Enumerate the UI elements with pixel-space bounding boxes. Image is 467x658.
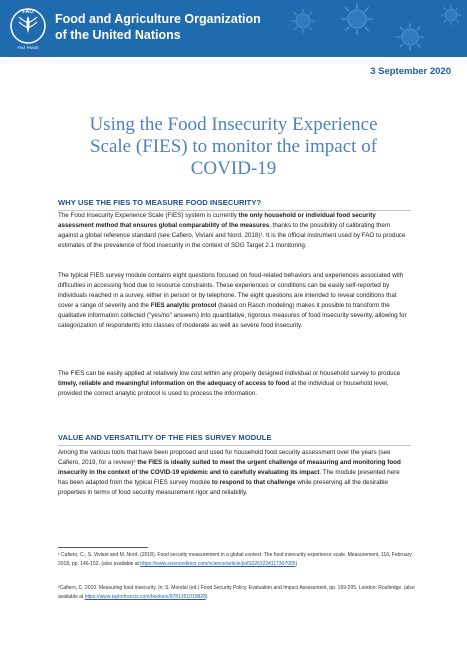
body-text: (based on Rasch modeling) makes it possible to transform the qualitative information collected ("yes/no" answers) into quantitative, rigorous measures of food insecurity severity, allowing for categorization of respondents into classes of moderate as well as severe food insecurity.: [58, 302, 407, 329]
header-banner: [0, 0, 467, 57]
coronavirus-icon: [395, 22, 425, 52]
logo-motto: FIAT PANIS: [17, 45, 39, 50]
title-line-3: COVID-19: [190, 158, 277, 179]
bold-text: the only household or individual food security assessment method that ensures global comparability of the measures: [58, 212, 376, 229]
footnote-1-text: ¹ Cafiero, C., S. Viviani and M. Nord. (2018). Food security measurement in a global context: The food insecurity experience scale. Measurement, 116, February 2018, pp. 146-152. (also available at: [58, 552, 412, 567]
bold-text: timely, reliable and meaningful information on the adequacy of access to food: [58, 380, 290, 387]
footnote-2: [58, 584, 418, 601]
org-line-2: of the United Nations: [55, 28, 181, 42]
logo-text: FAO: [22, 9, 34, 15]
document-title: [40, 114, 427, 180]
footnote-1-link[interactable]: https://www.sciencedirect.com/science/article/pii/S0263224117307005: [140, 560, 296, 567]
footnote-2-end: ): [205, 593, 208, 600]
section-heading-value: VALUE AND VERSATILITY OF THE FIES SURVEY MODULE: [58, 433, 411, 446]
body-text: , thanks to the possibility of calibrating them against a global reference standard (see Cafiero, Viviani and Nord, 2018)¹. It is the official instrument used by FAO to produce estimates of the prevalence of food insecurity in the context of SDG Target 2.1 monitoring.: [58, 222, 406, 249]
body-text: Among the various tools that have been proposed and used for household food security assessment over the years (see Cafiero, 2019, for a review)²: [58, 449, 391, 466]
paragraph: [58, 211, 409, 251]
paragraph: [58, 448, 409, 498]
footnote-2-link[interactable]: https://www.taylorfrancis.com/books/e/9781351019828: [84, 593, 206, 600]
footnote-separator: [58, 547, 148, 548]
title-line-2: Scale (FIES) to monitor the impact of: [89, 136, 378, 157]
paragraph: [58, 369, 409, 399]
body-text: The FIES can be easily applied at relatively low cost within any properly designed individual or household survey to produce: [58, 370, 401, 377]
footnote-2-text: ²Cafiero, C. 2019. Measuring food insecurity. In: S. Mondal (ed.) Food Security Policy, Evaluation and Impact Assessment, pp. 169-205. London: Routledge. (also available at: [58, 585, 415, 600]
body-text: The Food Insecurity Experience Scale (FIES) system is currently: [58, 212, 239, 219]
title-line-1: Using the Food Insecurity Experience: [89, 114, 378, 135]
bold-text: the FIES is ideally suited to meet the urgent challenge of measuring and monitoring food insecurity in the context of the COVID-19 epidemic and to carefully evaluating its impact: [58, 459, 401, 476]
coronavirus-icon: [440, 4, 462, 26]
footnote-1: [58, 551, 418, 568]
section-heading-why: WHY USE THE FIES TO MEASURE FOOD INSECURITY?: [58, 198, 411, 211]
body-text: while preserving all the desirable properties in terms of food security measurement rigor and reliability.: [58, 479, 389, 496]
paragraph: [58, 271, 409, 331]
bold-text: to respond to that challenge: [211, 479, 296, 486]
coronavirus-icon: [340, 2, 374, 36]
org-line-1: Food and Agriculture Organization: [55, 12, 261, 26]
coronavirus-icon: [290, 8, 316, 34]
organization-name: [55, 11, 261, 43]
bold-text: FIES analytic protocol: [150, 302, 217, 309]
body-text: . The module presented here has been adapted from the typical FIES survey module: [58, 469, 400, 486]
publication-date: 3 September 2020: [370, 66, 451, 77]
fao-logo: [8, 5, 48, 51]
footnote-1-end: ): [295, 560, 298, 567]
body-text: at the individual or household level, provided the correct analytic protocol is used to process the information.: [58, 380, 389, 397]
body-text: The typical FIES survey module contains eight questions focused on food-related behaviors and experiences associated with difficulties in accessing food due to resource constraints. These experiences or conditions can be easily self-reported by individuals reached in a survey, either in person or by telephone. The eight questions are intended to reveal conditions that cover a range of severity and the: [58, 272, 404, 309]
